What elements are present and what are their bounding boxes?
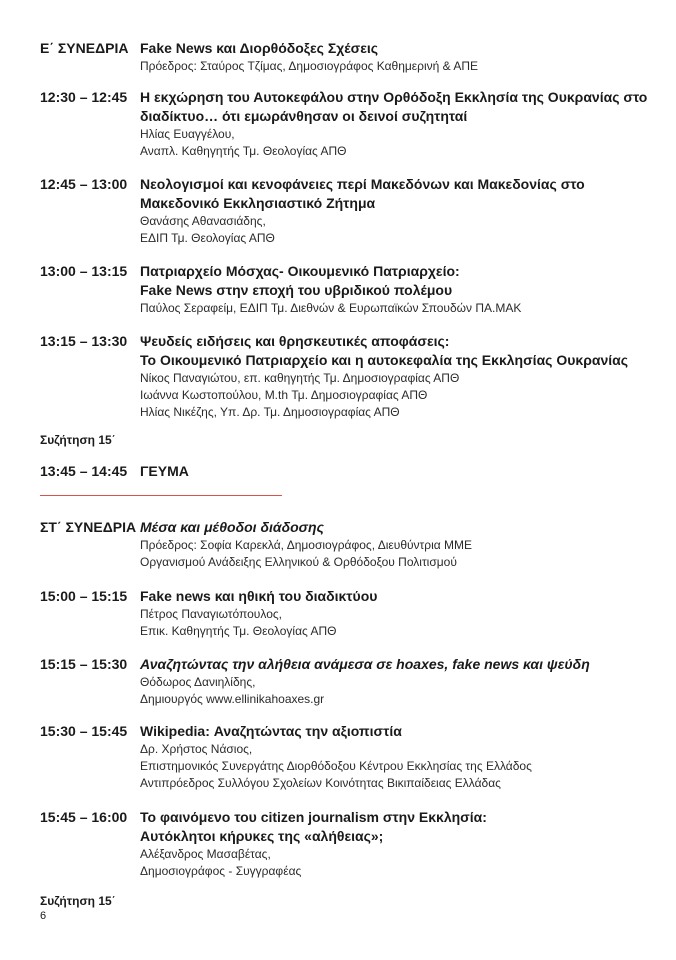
speaker-line: Νίκος Παναγιώτου, επ. καθηγητής Τμ. Δημοσιογραφίας ΑΠΘ — [140, 371, 460, 385]
session-title: Μέσα και μέθοδοι διάδοσης — [140, 519, 324, 535]
session-title: Fake News και Διορθόδοξες Σχέσεις — [140, 40, 379, 56]
speaker-line: Πέτρος Παναγιωτόπουλος, — [140, 607, 282, 621]
discussion-label: Συζήτηση 15΄ — [40, 894, 116, 908]
section-divider — [40, 495, 282, 496]
talk-title-line: διαδίκτυο… ότι εμωράνθησαν οι δεινοί συζητηταί — [140, 108, 468, 124]
talk-item — [40, 722, 650, 792]
session-chair: Οργανισμού Ανάδειξης Ελληνικού & Ορθόδοξου Πολιτισμού — [140, 555, 457, 569]
talk-title-line: Fake news και ηθική του διαδικτύου — [140, 588, 378, 604]
talk-time: 15:45 – 16:00 — [40, 809, 128, 825]
lunch-title: ΓΕΥΜΑ — [140, 463, 189, 479]
speaker-line: Δημιουργός www.ellinikahoaxes.gr — [140, 692, 325, 706]
page-number: 6 — [40, 910, 47, 922]
speaker-line: Αντιπρόεδρος Συλλόγου Σχολείων Κοινότητας Βικιπαίδειας Ελλάδας — [140, 776, 501, 790]
talk-time: 15:15 – 15:30 — [40, 656, 128, 672]
talk-time: 15:00 – 15:15 — [40, 588, 128, 604]
speaker-line: Επικ. Καθηγητής Τμ. Θεολογίας ΑΠΘ — [140, 624, 337, 638]
session-chair: Πρόεδρος: Σοφία Καρεκλά, Δημοσιογράφος, Διευθύντρια ΜΜΕ — [140, 538, 473, 552]
speaker-line: Δημοσιογράφος - Συγγραφέας — [140, 864, 302, 878]
speaker-line: Θόδωρος Δανιηλίδης, — [140, 675, 256, 689]
talk-title-line: Wikipedia: Αναζητώντας την αξιοπιστία — [140, 723, 402, 739]
talk-item — [40, 332, 650, 421]
speaker-line: Ηλίας Ευαγγέλου, — [140, 127, 235, 141]
talk-title-line: Το φαινόμενο του citizen journalism στην Εκκλησία: — [140, 809, 487, 825]
speaker-line: Αλέξανδρος Μασαβέτας, — [140, 847, 271, 861]
session-chair: Πρόεδρος: Σταύρος Τζίμας, Δημοσιογράφος Καθημερινή & ΑΠΕ — [140, 59, 479, 73]
lunch-break — [40, 462, 650, 481]
talk-time: 15:30 – 15:45 — [40, 723, 128, 739]
talk-title-line: Fake News στην εποχή του υβριδικού πολέμου — [140, 282, 453, 298]
speaker-line: Δρ. Χρήστος Νάσιος, — [140, 742, 253, 756]
session-label: ΣΤ΄ ΣΥΝΕΔΡΙΑ — [40, 519, 137, 535]
talk-title-line: Η εκχώρηση του Αυτοκεφάλου στην Ορθόδοξη Εκκλησία της Ουκρανίας στο — [140, 89, 648, 105]
session-label: Ε΄ ΣΥΝΕΔΡΙΑ — [40, 40, 129, 56]
speaker-line: Παύλος Σεραφείμ, ΕΔΙΠ Τμ. Διεθνών & Ευρωπαϊκών Σπουδών ΠΑ.ΜΑΚ — [140, 301, 522, 315]
talk-item — [40, 262, 650, 317]
talk-time: 12:45 – 13:00 — [40, 176, 128, 192]
speaker-line: ΕΔΙΠ Τμ. Θεολογίας ΑΠΘ — [140, 231, 275, 245]
session-st — [40, 518, 650, 571]
talk-title-line: Αναζητώντας την αλήθεια ανάμεσα σε hoaxes, fake news και ψεύδη — [140, 656, 590, 672]
speaker-line: Επιστημονικός Συνεργάτης Διορθόδοξου Κέντρου Εκκλησίας της Ελλάδος — [140, 759, 532, 773]
talk-item — [40, 88, 650, 160]
speaker-line: Αναπλ. Καθηγητής Τμ. Θεολογίας ΑΠΘ — [140, 144, 347, 158]
talk-title-line: Μακεδονικό Εκκλησιαστικό Ζήτημα — [140, 195, 376, 211]
lunch-time: 13:45 – 14:45 — [40, 463, 128, 479]
talk-title-line: Πατριαρχείο Μόσχας- Οικουμενικό Πατριαρχείο: — [140, 263, 460, 279]
talk-time: 12:30 – 12:45 — [40, 89, 128, 105]
speaker-line: Θανάσης Αθανασιάδης, — [140, 214, 266, 228]
talk-time: 13:00 – 13:15 — [40, 263, 128, 279]
talk-item — [40, 655, 650, 708]
talk-time: 13:15 – 13:30 — [40, 333, 128, 349]
talk-item — [40, 587, 650, 640]
discussion-label: Συζήτηση 15΄ — [40, 433, 116, 447]
talk-title-line: Νεολογισμοί και κενοφάνειες περί Μακεδόνων και Μακεδονίας στο — [140, 176, 585, 192]
talk-item — [40, 175, 650, 247]
speaker-line: Ιωάννα Κωστοπούλου, M.th Τμ. Δημοσιογραφίας ΑΠΘ — [140, 388, 428, 402]
talk-item — [40, 808, 650, 880]
speaker-line: Ηλίας Νικέζης, Υπ. Δρ. Τμ. Δημοσιογραφίας ΑΠΘ — [140, 405, 400, 419]
session-e — [40, 39, 650, 75]
talk-title-line: Αυτόκλητοι κήρυκες της «αλήθειας»; — [140, 828, 384, 844]
talk-title-line: Το Οικουμενικό Πατριαρχείο και η αυτοκεφαλία της Εκκλησίας Ουκρανίας — [140, 352, 629, 368]
talk-title-line: Ψευδείς ειδήσεις και θρησκευτικές αποφάσεις: — [140, 333, 450, 349]
